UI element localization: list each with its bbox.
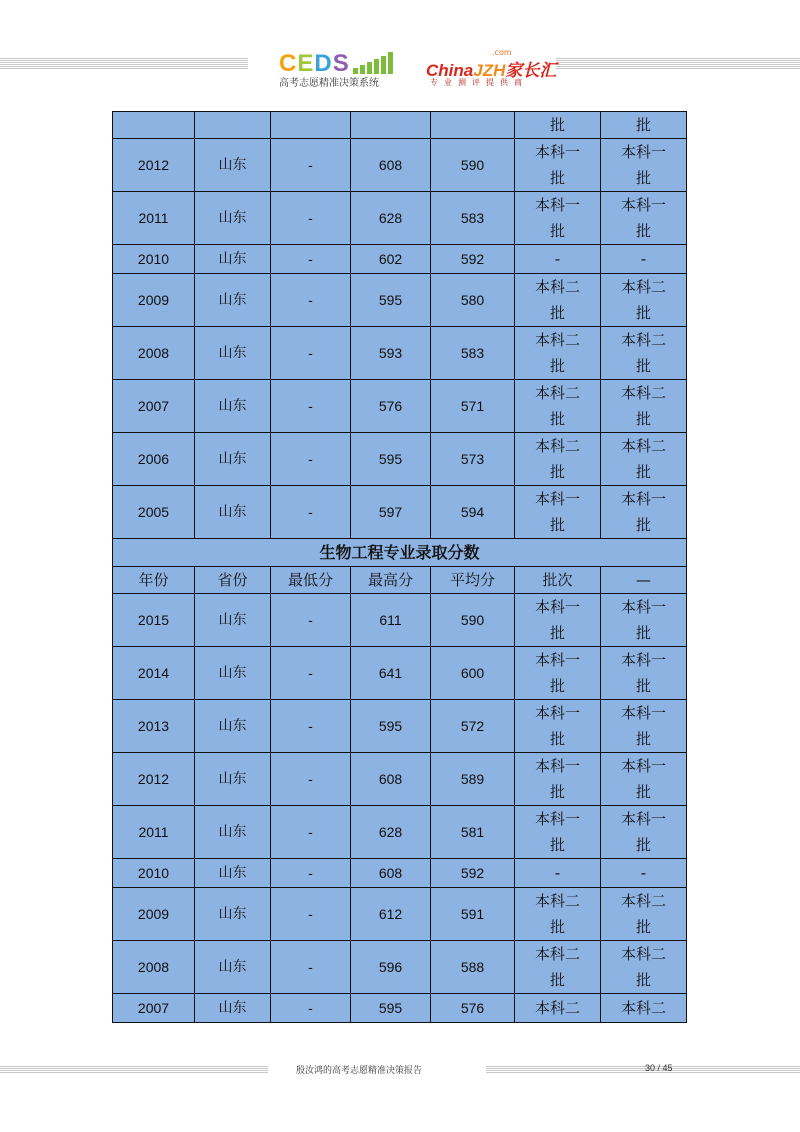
batch-cell: 本科一 批 [515,594,601,647]
table-row [113,433,687,486]
year-cell: 2010 [113,859,195,888]
min-score-cell: - [271,888,351,941]
table-row [113,888,687,941]
max-score-cell: 593 [351,327,431,380]
avg-score-cell: 572 [431,700,515,753]
year-cell: 2013 [113,700,195,753]
batch-cell: - [515,859,601,888]
footer-report-title: 殷汝鸿的高考志愿精准决策报告 [296,1066,423,1076]
avg-score-cell: 592 [431,245,515,274]
batch-cell: 本科二 批 [515,941,601,994]
year-cell: 2012 [113,139,195,192]
province-cell: 山东 [195,380,271,433]
table-row [113,941,687,994]
province-cell: 山东 [195,274,271,327]
min-score-cell: - [271,486,351,539]
avg-score-cell: 581 [431,806,515,859]
table-row [113,594,687,647]
min-score-cell: - [271,700,351,753]
chinajzh-logo-word: ChinaJZH家长汇 [426,61,557,80]
ceds-logo [275,50,405,90]
province-cell: 山东 [195,486,271,539]
batch-cell: 本科一 批 [515,647,601,700]
max-score-cell: 608 [351,859,431,888]
table-row [113,486,687,539]
province-cell: 山东 [195,245,271,274]
batch2-cell: 本科二 批 [601,327,687,380]
batch-cell: 本科二 批 [515,433,601,486]
col-header-extra: — [601,567,687,594]
min-score-cell: - [271,245,351,274]
batch2-cell: 本科二 [601,994,687,1023]
year-cell: 2007 [113,994,195,1023]
column-header-row [113,567,687,594]
chinajzh-logo [426,50,556,90]
table-body-first [113,139,687,539]
province-cell: 山东 [195,859,271,888]
col-header-max: 最高分 [351,567,431,594]
province-cell: 山东 [195,994,271,1023]
table-section-header [113,539,687,594]
table-row [113,380,687,433]
batch2-cell: 本科一 批 [601,753,687,806]
batch-cell: 本科一 批 [515,806,601,859]
batch-cell: 本科二 批 [515,888,601,941]
max-score-cell: 611 [351,594,431,647]
province-cell: 山东 [195,941,271,994]
min-score-cell: - [271,380,351,433]
min-score-cell: - [271,594,351,647]
batch-cell: 本科二 批 [515,327,601,380]
col-header-province: 省份 [195,567,271,594]
table-row [113,806,687,859]
year-cell: 2014 [113,647,195,700]
avg-score-cell: 573 [431,433,515,486]
province-cell: 山东 [195,753,271,806]
header-left-stripe [0,58,248,70]
max-score-cell: 595 [351,700,431,753]
header-right-stripe [556,58,800,70]
table-row [113,274,687,327]
max-score-cell: 595 [351,274,431,327]
table-row [113,647,687,700]
province-cell: 山东 [195,700,271,753]
batch-cell: 本科一 批 [515,753,601,806]
avg-score-cell: 580 [431,274,515,327]
province-cell: 山东 [195,327,271,380]
batch2-cell: 本科一 批 [601,700,687,753]
province-cell: 山东 [195,433,271,486]
min-score-cell: - [271,192,351,245]
year-cell: 2015 [113,594,195,647]
min-score-cell: - [271,994,351,1023]
batch-cell: 本科二 批 [515,274,601,327]
batch2-cell: 本科一 批 [601,139,687,192]
table-row [113,700,687,753]
batch2-cell: 本科二 批 [601,380,687,433]
province-cell: 山东 [195,806,271,859]
avg-score-cell: 590 [431,139,515,192]
avg-score-cell: 590 [431,594,515,647]
max-score-cell: 628 [351,192,431,245]
table-row [113,192,687,245]
footer-left-stripe [0,1066,268,1074]
province-cell: 山东 [195,594,271,647]
col-header-year: 年份 [113,567,195,594]
province-cell: 山东 [195,888,271,941]
max-score-cell: 602 [351,245,431,274]
avg-score-cell: 589 [431,753,515,806]
admission-score-table [112,111,687,1023]
batch2-cell: - [601,245,687,274]
ceds-logo-word: CEDS [279,50,350,77]
year-cell: 2010 [113,245,195,274]
year-cell: 2012 [113,753,195,806]
ceds-subtitle: 高考志愿精准决策系统 [279,78,379,89]
table-row [113,859,687,888]
batch-cell: 批 [515,112,601,139]
year-cell: 2008 [113,327,195,380]
province-cell: 山东 [195,647,271,700]
col-header-avg: 平均分 [431,567,515,594]
batch-cell: 本科一 批 [515,486,601,539]
min-score-cell: - [271,433,351,486]
year-cell: 2011 [113,806,195,859]
chinajzh-com: .com [492,48,512,57]
year-cell: 2009 [113,274,195,327]
batch-cell: 本科一 批 [515,192,601,245]
province-cell: 山东 [195,139,271,192]
batch-cell: - [515,245,601,274]
avg-score-cell: 591 [431,888,515,941]
year-cell: 2009 [113,888,195,941]
ceds-bars-icon [353,50,397,74]
batch-cell: 本科一 批 [515,139,601,192]
min-score-cell: - [271,753,351,806]
year-cell: 2008 [113,941,195,994]
batch2-cell: 批 [601,112,687,139]
col-header-batch: 批次 [515,567,601,594]
batch2-cell: 本科一 批 [601,192,687,245]
batch-cell: 本科一 批 [515,700,601,753]
col-header-min: 最低分 [271,567,351,594]
max-score-cell: 608 [351,753,431,806]
batch2-cell: 本科二 批 [601,888,687,941]
min-score-cell: - [271,327,351,380]
batch2-cell: 本科二 批 [601,941,687,994]
table-row-fragment [113,112,687,139]
year-cell: 2011 [113,192,195,245]
year-cell: 2005 [113,486,195,539]
batch-cell: 本科二 [515,994,601,1023]
max-score-cell: 576 [351,380,431,433]
batch2-cell: 本科一 批 [601,594,687,647]
table-row [113,245,687,274]
batch-cell: 本科二 批 [515,380,601,433]
avg-score-cell: 583 [431,192,515,245]
max-score-cell: 596 [351,941,431,994]
table-row [113,753,687,806]
max-score-cell: 608 [351,139,431,192]
table-row [113,994,687,1023]
page-number: 30 / 45 [645,1063,673,1073]
avg-score-cell: 583 [431,327,515,380]
batch2-cell: 本科二 批 [601,274,687,327]
province-cell: 山东 [195,192,271,245]
batch2-cell: 本科一 批 [601,647,687,700]
min-score-cell: - [271,859,351,888]
max-score-cell: 628 [351,806,431,859]
min-score-cell: - [271,647,351,700]
footer-right-stripe [486,1066,800,1074]
max-score-cell: 612 [351,888,431,941]
year-cell: 2007 [113,380,195,433]
batch2-cell: 本科一 批 [601,486,687,539]
table-body-second [113,594,687,1023]
max-score-cell: 595 [351,994,431,1023]
chinajzh-subtitle: 专业测评提供商 [430,78,528,87]
avg-score-cell: 571 [431,380,515,433]
table-row [113,139,687,192]
table-body-top [113,112,687,139]
min-score-cell: - [271,806,351,859]
year-cell: 2006 [113,433,195,486]
min-score-cell: - [271,941,351,994]
avg-score-cell: 594 [431,486,515,539]
batch2-cell: 本科一 批 [601,806,687,859]
avg-score-cell: 592 [431,859,515,888]
max-score-cell: 641 [351,647,431,700]
avg-score-cell: 600 [431,647,515,700]
batch2-cell: - [601,859,687,888]
min-score-cell: - [271,139,351,192]
avg-score-cell: 588 [431,941,515,994]
min-score-cell: - [271,274,351,327]
avg-score-cell: 576 [431,994,515,1023]
batch2-cell: 本科二 批 [601,433,687,486]
table-row [113,327,687,380]
section-title: 生物工程专业录取分数 [113,539,687,567]
max-score-cell: 597 [351,486,431,539]
max-score-cell: 595 [351,433,431,486]
